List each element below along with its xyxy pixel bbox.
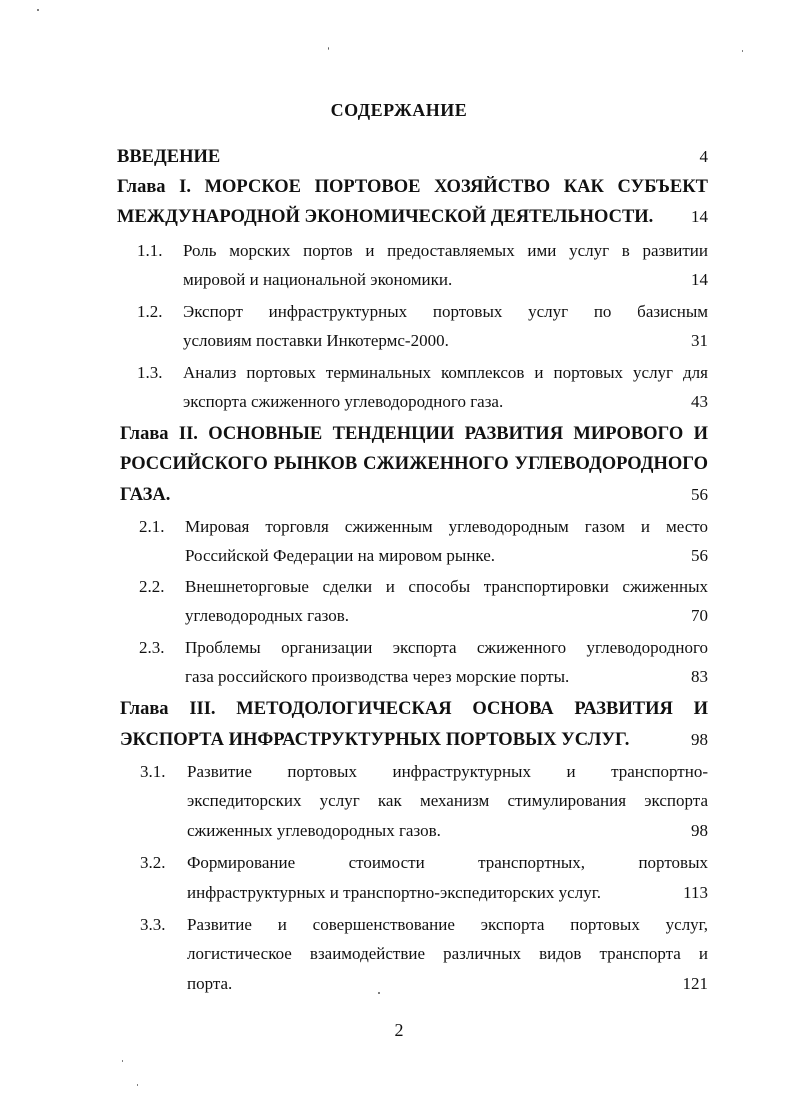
toc-section-1-3-line-2[interactable]: экспорта сжиженного углеводородного газа. xyxy=(183,392,504,411)
toc-section-1-2-number: 1.2. xyxy=(137,302,163,321)
toc-chapter-3-page: 98 xyxy=(691,730,708,749)
toc-section-1-1-line-1[interactable]: Роль морских портов и предоставляемых ими услуг в развитии xyxy=(183,241,708,260)
toc-section-1-2-line-2[interactable]: условиям поставки Инкотермс-2000. xyxy=(183,331,449,350)
toc-section-2-3-page: 83 xyxy=(691,667,708,686)
toc-section-1-1-page: 14 xyxy=(691,270,708,289)
page-title: СОДЕРЖАНИЕ xyxy=(330,100,468,120)
toc-section-2-1-line-2[interactable]: Российской Федерации на мировом рынке. xyxy=(185,546,496,565)
toc-section-3-3-line-3[interactable]: порта. xyxy=(187,974,233,993)
toc-section-3-3-number: 3.3. xyxy=(140,915,166,934)
scan-speck xyxy=(37,9,39,11)
toc-section-3-1-line-2[interactable]: экспедиторских услуг как механизм стимулирования экспорта xyxy=(187,791,708,810)
toc-section-1-1-number: 1.1. xyxy=(137,241,163,260)
toc-section-2-1-line-1[interactable]: Мировая торговля сжиженным углеводородным газом и место xyxy=(185,517,708,536)
toc-section-3-2-number: 3.2. xyxy=(140,853,166,872)
toc-chapter-2-page: 56 xyxy=(691,485,708,504)
toc-section-3-3-line-2[interactable]: логистическое взаимодействие различных видов транспорта и xyxy=(187,944,708,963)
toc-section-2-2-line-2[interactable]: углеводородных газов. xyxy=(185,606,350,625)
toc-section-3-1-line-1[interactable]: Развитие портовых инфраструктурных и транспортно- xyxy=(187,762,708,781)
scan-speck xyxy=(137,1084,138,1086)
scan-speck xyxy=(122,1060,123,1062)
toc-section-3-1-line-3[interactable]: сжиженных углеводородных газов. xyxy=(187,821,441,840)
toc-chapter-3-line-2[interactable]: ЭКСПОРТА ИНФРАСТРУКТУРНЫХ ПОРТОВЫХ УСЛУГ. xyxy=(120,730,630,750)
toc-chapter-1-line-2[interactable]: МЕЖДУНАРОДНОЙ ЭКОНОМИЧЕСКОЙ ДЕЯТЕЛЬНОСТИ. xyxy=(117,207,654,227)
toc-section-3-3-page: 121 xyxy=(682,974,708,993)
toc-chapter-2-line-3[interactable]: ГАЗА. xyxy=(120,485,171,505)
toc-section-2-3-line-2[interactable]: газа российского производства через морские порты. xyxy=(185,667,570,686)
toc-chapter-3-line-1[interactable]: Глава III. МЕТОДОЛОГИЧЕСКАЯ ОСНОВА РАЗВИТИЯ И xyxy=(120,699,708,719)
toc-section-1-3-page: 43 xyxy=(691,392,708,411)
toc-section-1-2-page: 31 xyxy=(691,331,708,350)
toc-intro-page: 4 xyxy=(699,147,708,166)
page-number: 2 xyxy=(394,1020,404,1040)
toc-section-3-2-page: 113 xyxy=(683,883,708,902)
toc-section-2-2-page: 70 xyxy=(691,606,708,625)
toc-chapter-2-line-1[interactable]: Глава II. ОСНОВНЫЕ ТЕНДЕНЦИИ РАЗВИТИЯ МИРОВОГО И xyxy=(120,424,708,444)
toc-section-1-3-line-1[interactable]: Анализ портовых терминальных комплексов и портовых услуг для xyxy=(183,363,708,382)
toc-section-2-1-number: 2.1. xyxy=(139,517,165,536)
toc-chapter-1-line-1[interactable]: Глава I. МОРСКОЕ ПОРТОВОЕ ХОЗЯЙСТВО КАК СУБЪЕКТ xyxy=(117,177,708,197)
scan-speck xyxy=(742,50,743,52)
toc-section-1-2-line-1[interactable]: Экспорт инфраструктурных портовых услуг по базисным xyxy=(183,302,708,321)
scan-speck xyxy=(378,992,380,994)
toc-section-3-2-line-2[interactable]: инфраструктурных и транспортно-экспедиторских услуг. xyxy=(187,883,601,902)
toc-section-2-3-number: 2.3. xyxy=(139,638,165,657)
toc-section-3-1-number: 3.1. xyxy=(140,762,166,781)
toc-section-3-2-line-1[interactable]: Формирование стоимости транспортных, портовых xyxy=(187,853,708,872)
toc-chapter-2-line-2[interactable]: РОССИЙСКОГО РЫНКОВ СЖИЖЕННОГО УГЛЕВОДОРОДНОГО xyxy=(120,454,708,474)
toc-section-2-3-line-1[interactable]: Проблемы организации экспорта сжиженного углеводородного xyxy=(185,638,708,657)
toc-chapter-1-page: 14 xyxy=(691,207,708,226)
toc-section-1-1-line-2[interactable]: мировой и национальной экономики. xyxy=(183,270,453,289)
toc-section-1-3-number: 1.3. xyxy=(137,363,163,382)
toc-section-3-3-line-1[interactable]: Развитие и совершенствование экспорта портовых услуг, xyxy=(187,915,708,934)
toc-section-2-2-number: 2.2. xyxy=(139,577,165,596)
toc-intro-label[interactable]: ВВЕДЕНИЕ xyxy=(117,147,221,167)
scan-speck xyxy=(328,47,329,50)
toc-section-2-2-line-1[interactable]: Внешнеторговые сделки и способы транспортировки сжиженных xyxy=(185,577,708,596)
toc-section-3-1-page: 98 xyxy=(691,821,708,840)
toc-section-2-1-page: 56 xyxy=(691,546,708,565)
